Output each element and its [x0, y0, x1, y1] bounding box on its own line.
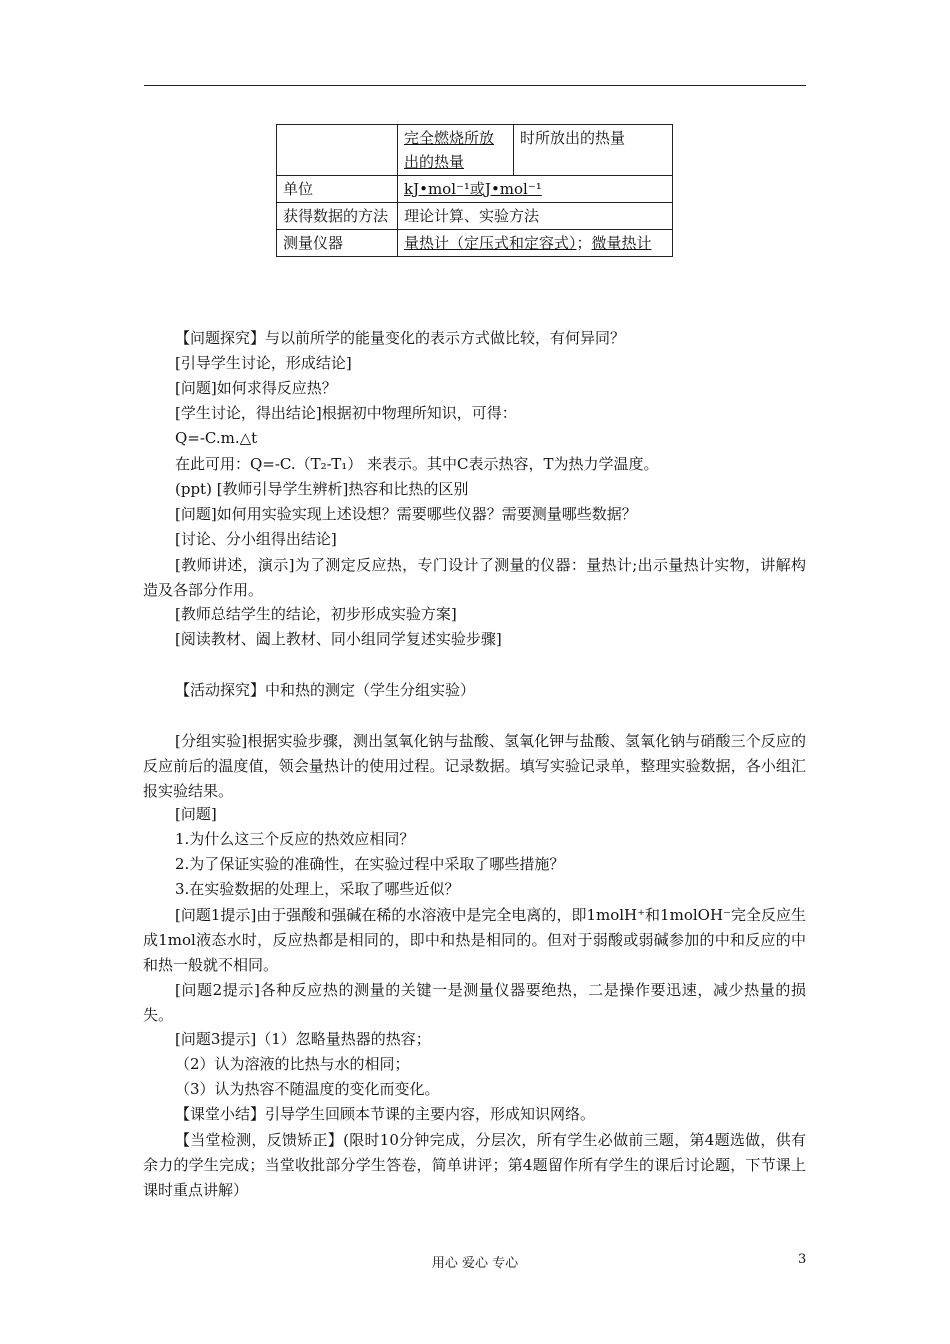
page-number: 3 — [798, 1252, 807, 1267]
paragraph: [教师总结学生的结论，初步形成实验方案] — [175, 605, 457, 623]
table-cell: 理论计算、实验方法 — [398, 203, 673, 230]
table-row — [277, 203, 673, 230]
section-heading: 【活动探究】中和热的测定（学生分组实验） — [175, 681, 476, 699]
table-row — [277, 125, 673, 176]
paragraph: （3）认为热容不随温度的变化而变化。 — [175, 1080, 440, 1098]
table-cell-text: kJ•mol⁻¹或J•mol⁻¹ — [404, 180, 542, 198]
paragraph: [问题3提示]（1）忽略量热器的热容； — [175, 1030, 431, 1048]
paragraph: [问题]如何用实验实现上述设想？需要哪些仪器？需要测量哪些数据？ — [175, 505, 637, 523]
paragraph: 【问题探究】与以前所学的能量变化的表示方式做比较，有何异同？ — [175, 329, 626, 347]
paragraph: [问题] — [175, 805, 217, 823]
paragraph: [问题]如何求得反应热？ — [175, 379, 337, 397]
table-cell-text: 完全燃烧所放出的热量 — [404, 129, 495, 171]
paragraph: 在此可用：Q=-C.（T₂-T₁） 来表示。其中C表示热容，T为热力学温度。 — [175, 455, 659, 473]
table-cell — [398, 176, 673, 203]
table-cell-text: ； — [576, 234, 592, 252]
table-cell-text: 量热计（定压式和定容式） — [404, 234, 577, 252]
table-row — [277, 230, 673, 257]
paragraph: [阅读教材、阖上教材、同小组同学复述实验步骤] — [175, 630, 502, 648]
paragraph: 【课堂小结】引导学生回顾本节课的主要内容，形成知识网络。 — [175, 1105, 596, 1123]
list-item: 2.为了保证实验的准确性，在实验过程中采取了哪些措施？ — [175, 855, 565, 873]
table-row-label: 测量仪器 — [277, 230, 398, 257]
table-row-label: 获得数据的方法 — [277, 203, 398, 230]
paragraph: Q=-C.m.△t — [175, 429, 258, 447]
paragraph: [问题1提示]由于强酸和强碱在稀的水溶液中是完全电离的，即1molH⁺和1molOH⁻完全反应生成1mol液态水时，反应热都是相同的，即中和热是相同的。但对于弱酸或弱碱参加的中和反应的中和热一般就不相同。 — [143, 906, 806, 974]
table-row-label: 单位 — [277, 176, 398, 203]
header-rule — [144, 85, 806, 86]
table-cell-text: 微量热计 — [591, 234, 652, 252]
paragraph: [引导学生讨论，形成结论] — [175, 354, 352, 372]
paragraph: [教师讲述，演示]为了测定反应热，专门设计了测量的仪器：量热计;出示量热计实物，讲解构造及各部分作用。 — [143, 556, 806, 599]
paragraph: [问题2提示]各种反应热的测量的关键一是测量仪器要绝热，二是操作要迅速，减少热量的损失。 — [143, 981, 806, 1024]
footer-text: 用心 爱心 专心 — [431, 1256, 519, 1271]
table-cell — [398, 125, 514, 176]
paragraph: [学生讨论，得出结论]根据初中物理所知识，可得： — [175, 404, 517, 422]
paragraph: （2）认为溶液的比热与水的相同； — [175, 1055, 410, 1073]
list-item: 1.为什么这三个反应的热效应相同？ — [175, 830, 415, 848]
table-cell — [277, 125, 398, 176]
table-cell: 时所放出的热量 — [514, 125, 673, 176]
paragraph: 【当堂检测，反馈矫正】(限时10分钟完成，分层次，所有学生必做前三题，第4题选做，供有余力的学生完成；当堂收批部分学生答卷，简单讲评；第4题留作所有学生的课后讨论题，下节课上课时重点讲解） — [143, 1131, 806, 1199]
paragraph: [分组实验]根据实验步骤，测出氢氧化钠与盐酸、氢氧化钾与盐酸、氢氧化钠与硝酸三个反应的反应前后的温度值，领会量热计的使用过程。记录数据。填写实验记录单，整理实验数据，各小组汇报实验结果。 — [143, 732, 806, 800]
list-item: 3.在实验数据的处理上，采取了哪些近似？ — [175, 880, 460, 898]
paragraph: (ppt) [教师引导学生辨析]热容和比热的区别 — [175, 480, 469, 498]
paragraph: [讨论、分小组得出结论] — [175, 530, 337, 548]
heat-data-table — [276, 124, 673, 257]
table-row — [277, 176, 673, 203]
table-cell — [398, 230, 673, 257]
